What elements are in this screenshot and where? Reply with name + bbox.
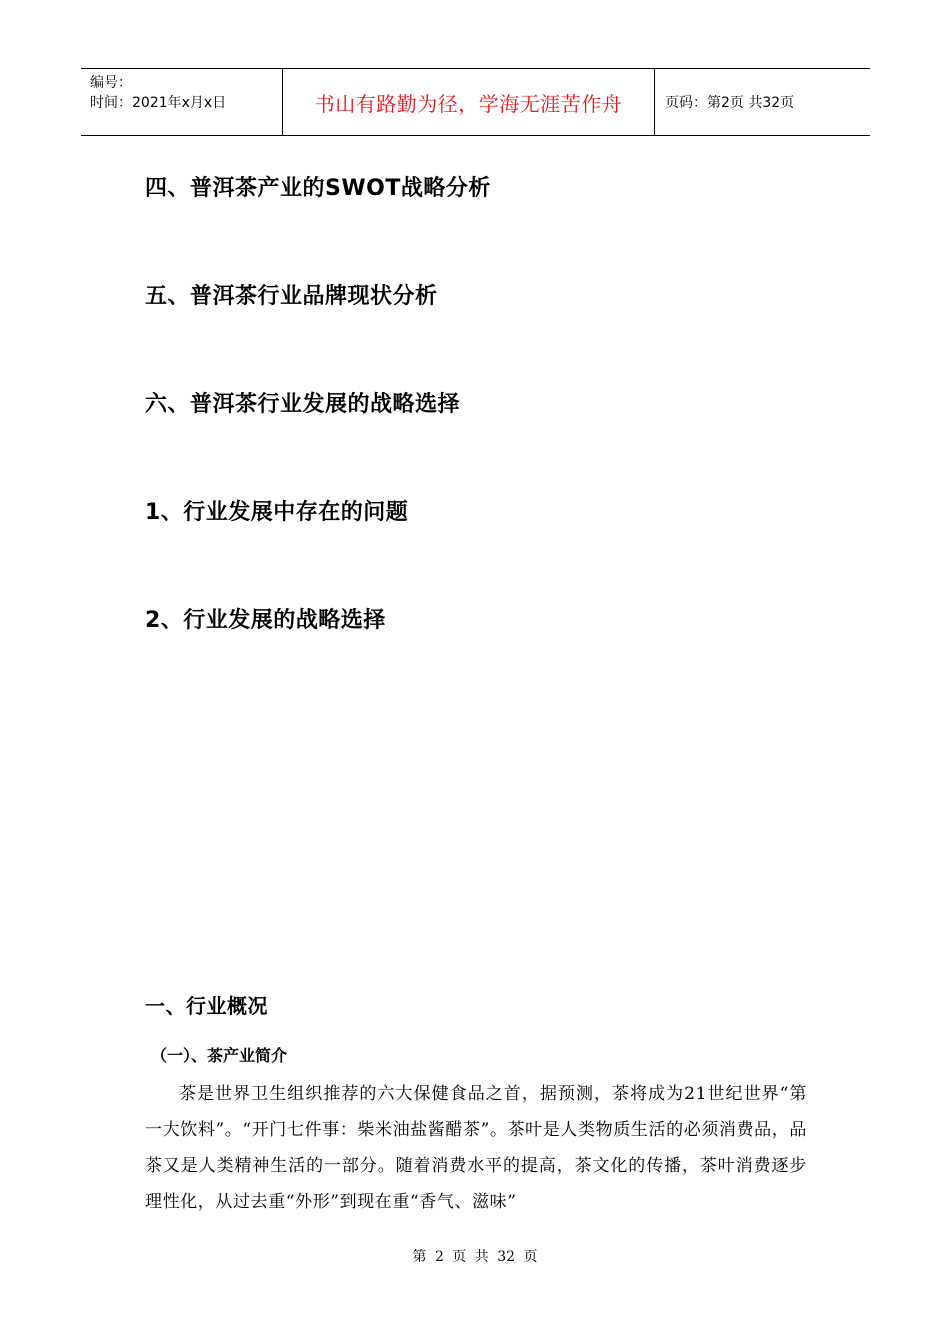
body-paragraph: 茶是世界卫生组织推荐的六大保健食品之首，据预测，茶将成为21世纪世界“第一大饮料”。“开门七件事：柴米油盐酱醋茶”。茶叶是人类物质生活的必须消费品，品茶又是人类精神生活的一部分。随着消费水平的提高，茶文化的传播，茶叶消费逐步理性化，从过去重“外形”到现在重“香气、滋味” [145, 1084, 807, 1212]
section-title: 一、行业概况 [145, 994, 268, 1018]
header-meta [81, 69, 282, 135]
heading-brand-status: 五、普洱茶行业品牌现状分析 [145, 284, 438, 309]
header-page-info: 页码：第2页 共32页 [665, 95, 795, 111]
heading-strategy: 六、普洱茶行业发展的战略选择 [145, 392, 461, 417]
page-footer: 第 2 页 共 32 页 [412, 1249, 538, 1265]
date-label: 时间：2021年x月x日 [90, 95, 227, 111]
heading-strategy-choice: 2、行业发展的战略选择 [145, 608, 386, 633]
serial-number-label: 编号： [90, 75, 132, 91]
heading-problems: 1、行业发展中存在的问题 [145, 500, 409, 525]
document-header [81, 68, 870, 136]
heading-swot: 四、普洱茶产业的SWOT战略分析 [145, 176, 491, 201]
header-motto: 书山有路勤为径，学海无涯苦作舟 [282, 69, 655, 135]
section-subtitle: （一）、茶产业简介 [151, 1046, 288, 1065]
